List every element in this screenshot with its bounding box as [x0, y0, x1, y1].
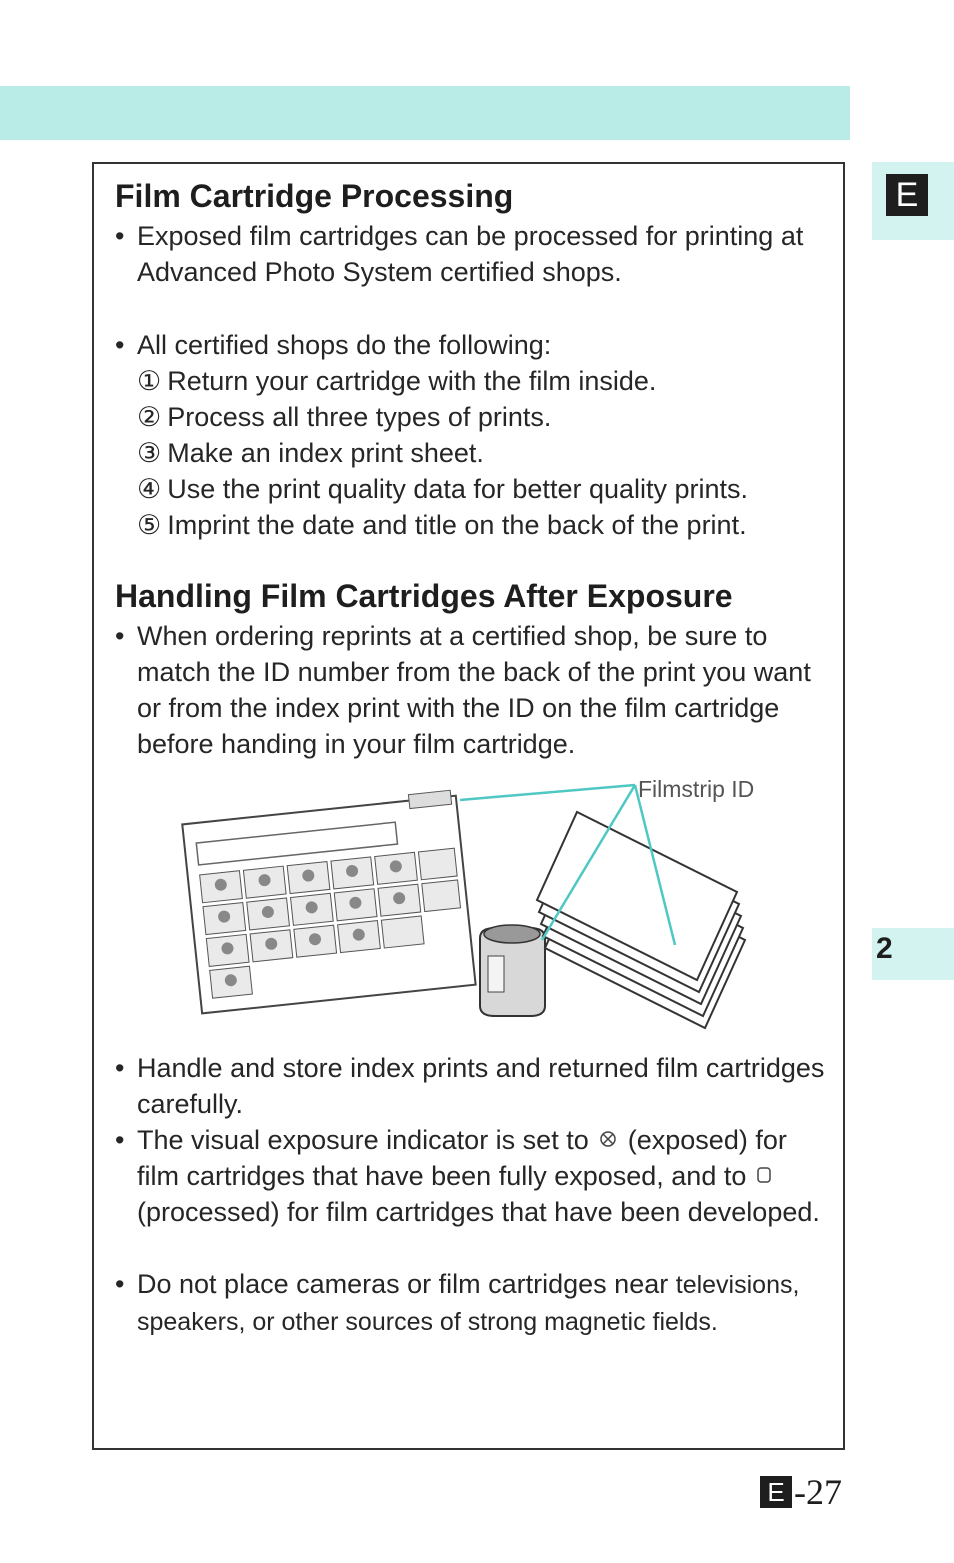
step-number: ⑤ — [137, 510, 162, 540]
section-title-handling: Handling Film Cartridges After Exposure — [115, 578, 733, 614]
bullet-processing-intro: • Exposed film cartridges can be processed for printing at Advanced Photo System certified shops. — [115, 218, 827, 290]
film-cartridge — [480, 925, 545, 1016]
bullet-magnetic-fields — [115, 1266, 827, 1340]
bullet-certified-shops: • All certified shops do the following: — [115, 327, 827, 363]
index-print-sheet — [182, 790, 476, 1014]
step-number: ② — [137, 402, 162, 432]
page-footer — [760, 1472, 842, 1512]
step-text: Make an index print sheet. — [167, 438, 484, 468]
indicator-text-2: (exposed) for film cartridges that have been fully exposed, and to — [137, 1125, 787, 1191]
magnet-text-2: televisions, speakers, or other sources of strong magnetic fields. — [137, 1271, 800, 1336]
step-item — [137, 363, 656, 399]
print-stack — [537, 812, 745, 1028]
indicator-text-3: (processed) for film cartridges that have been developed. — [137, 1197, 820, 1227]
bullet-exposure-indicator — [115, 1122, 827, 1230]
step-item — [137, 399, 551, 435]
page-number: -27 — [794, 1472, 842, 1512]
step-text: Return your cartridge with the film inside. — [167, 366, 657, 396]
index-print-illustration — [180, 770, 780, 1040]
step-text: Imprint the date and title on the back of the print. — [167, 510, 747, 540]
bullet-handle-store: • Handle and store index prints and returned film cartridges carefully. — [115, 1050, 827, 1122]
step-item — [137, 435, 484, 471]
step-item — [137, 471, 748, 507]
header-accent-band — [0, 86, 850, 140]
indicator-text-1: The visual exposure indicator is set to — [137, 1125, 589, 1155]
language-tab-e: E — [886, 174, 928, 216]
processed-indicator-icon — [756, 1158, 772, 1194]
footer-language-mark: E — [760, 1476, 792, 1508]
section-title-processing: Film Cartridge Processing — [115, 178, 514, 214]
step-number: ④ — [137, 474, 162, 504]
step-number: ③ — [137, 438, 162, 468]
step-item — [137, 507, 747, 543]
step-text: Use the print quality data for better quality prints. — [167, 474, 749, 504]
exposed-indicator-icon — [598, 1122, 618, 1158]
chapter-number: 2 — [876, 932, 893, 965]
filmstrip-id-label: Filmstrip ID — [638, 776, 755, 802]
magnet-text-1: Do not place cameras or film cartridges near — [137, 1269, 669, 1299]
bullet-reprints: • When ordering reprints at a certified shop, be sure to match the ID number from the back of the print you want or from the index print with the ID on the film cartridge before handing in your film cartridge. — [115, 618, 827, 762]
step-number: ① — [137, 366, 162, 396]
step-text: Process all three types of prints. — [167, 402, 552, 432]
